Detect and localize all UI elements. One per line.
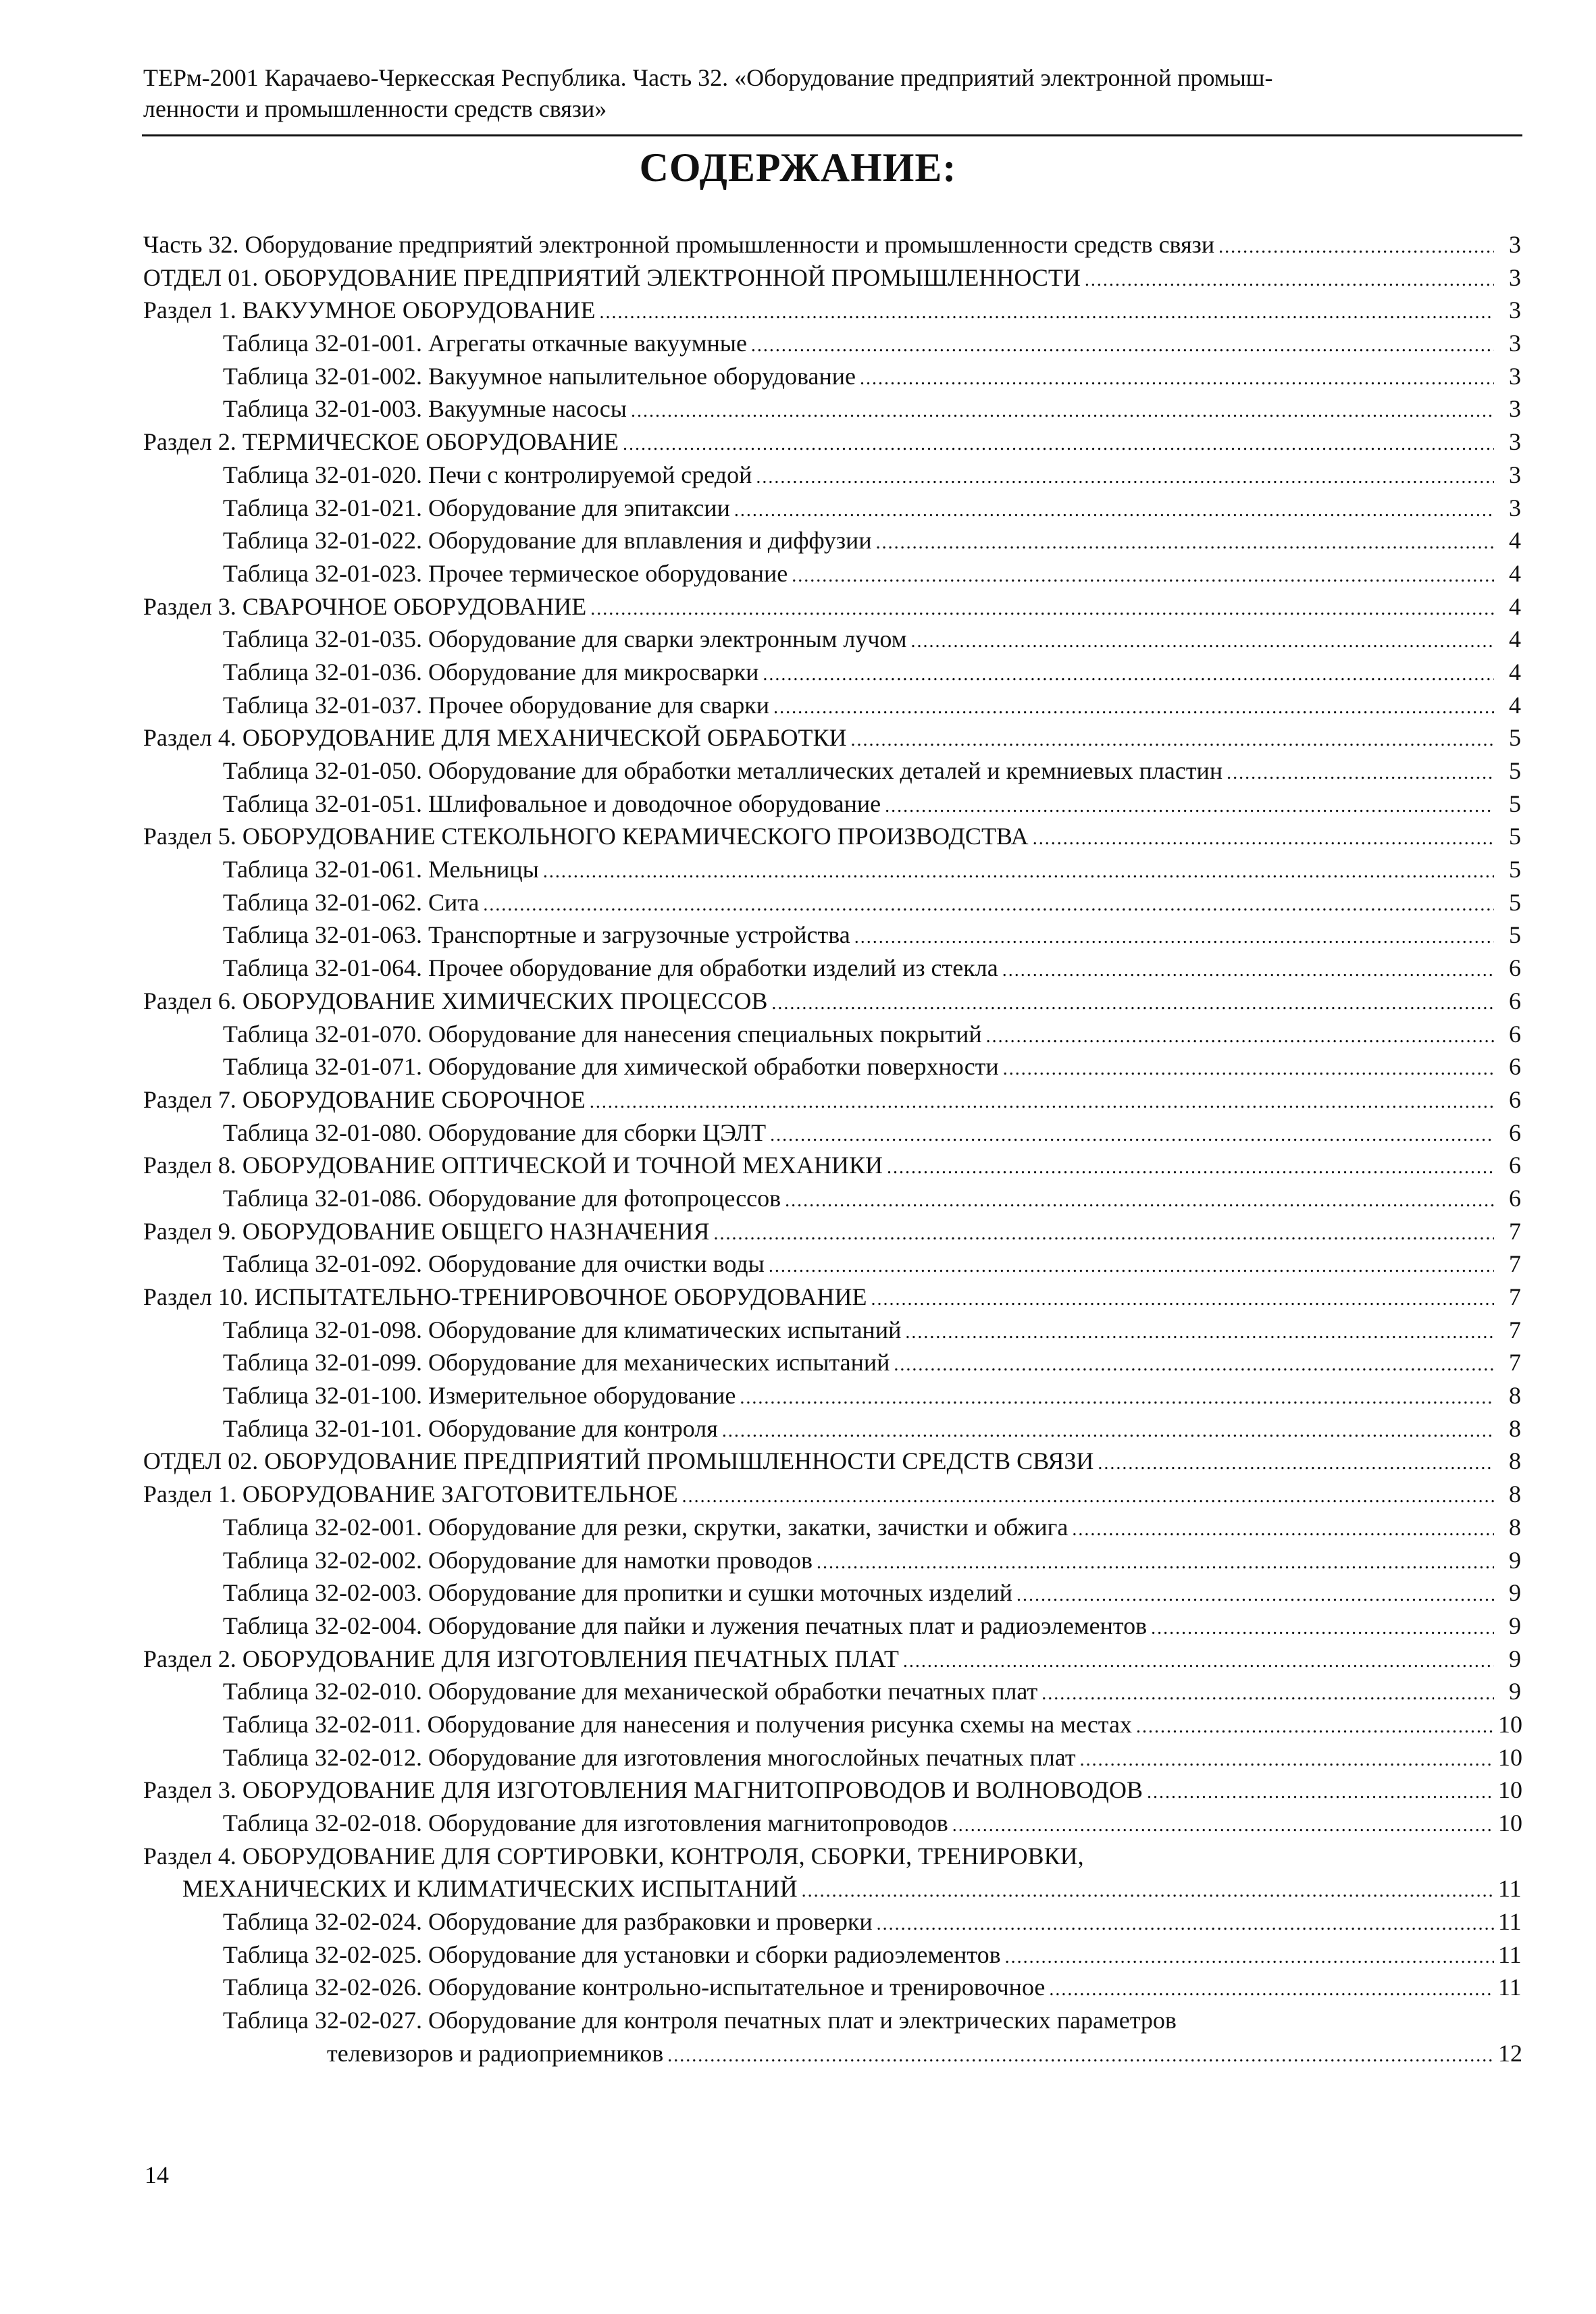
toc-table-entry[interactable]	[143, 1905, 1521, 1938]
toc-entry-text: Таблица 32-02-011. Оборудование для нанесения и получения рисунка схемы на местах	[223, 1710, 1132, 1738]
dot-leader	[1072, 1514, 1494, 1547]
toc-table-entry[interactable]	[143, 557, 1521, 590]
dot-leader	[1227, 757, 1494, 790]
toc-table-entry[interactable]	[143, 952, 1521, 985]
toc-page-number: 8	[1509, 1481, 1521, 1508]
toc-table-entry[interactable]	[143, 919, 1521, 952]
toc-page-number: 6	[1509, 1053, 1521, 1081]
toc-page-number: 10	[1498, 1776, 1522, 1804]
toc-page-number: 6	[1509, 1085, 1521, 1113]
dot-leader	[722, 1415, 1494, 1448]
header-divider	[142, 134, 1522, 136]
toc-table-entry[interactable]	[143, 788, 1521, 821]
toc-page-number: 8	[1509, 1414, 1521, 1442]
toc-table-entry[interactable]	[143, 1576, 1521, 1610]
dot-leader	[802, 1875, 1494, 1908]
toc-entry-text: Таблица 32-01-062. Сита	[223, 888, 480, 916]
dot-leader	[1033, 823, 1494, 856]
toc-page-number: 6	[1509, 1020, 1521, 1048]
toc-entry-text: Раздел 10. ИСПЫТАТЕЛЬНО-ТРЕНИРОВОЧНОЕ ОБОРУДОВАНИЕ	[143, 1283, 867, 1310]
toc-section-entry[interactable]	[143, 294, 1521, 327]
toc-entry-text: Раздел 4. ОБОРУДОВАНИЕ ДЛЯ СОРТИРОВКИ, КОНТРОЛЯ, СБОРКИ, ТРЕНИРОВКИ,	[143, 1842, 1084, 1870]
toc-table-entry[interactable]	[143, 459, 1521, 492]
dot-leader	[734, 494, 1494, 528]
dot-leader	[877, 1908, 1494, 1941]
toc-page-number: 3	[1509, 297, 1521, 324]
toc-page-number: 11	[1498, 1940, 1522, 1968]
toc-table-entry[interactable]	[143, 1741, 1521, 1774]
toc-page-number: 8	[1509, 1382, 1521, 1410]
toc-page-number: 5	[1509, 921, 1521, 949]
toc-page-number: 7	[1509, 1316, 1521, 1343]
toc-page-number: 10	[1498, 1809, 1522, 1836]
toc-table-entry[interactable]	[143, 886, 1521, 919]
toc-section-entry[interactable]	[143, 1149, 1521, 1182]
toc-page-number: 7	[1509, 1250, 1521, 1278]
dot-leader	[1080, 1744, 1494, 1777]
toc-page-number: 9	[1509, 1678, 1521, 1705]
toc-entry-text: Таблица 32-02-003. Оборудование для пропитки и сушки моточных изделий	[223, 1579, 1013, 1607]
toc-table-entry[interactable]	[143, 1116, 1521, 1150]
toc-table-entry[interactable]	[143, 492, 1521, 525]
toc-page-number: 4	[1509, 625, 1521, 653]
dot-leader	[740, 1382, 1494, 1415]
dot-leader	[876, 527, 1494, 560]
toc-table-entry[interactable]	[143, 1050, 1521, 1083]
toc-table-entry[interactable]	[143, 1346, 1521, 1379]
toc-section-entry[interactable]	[143, 1083, 1521, 1116]
toc-section-entry[interactable]	[143, 1643, 1521, 1676]
toc-section-entry[interactable]	[143, 590, 1521, 623]
toc-entry-text: Таблица 32-01-003. Вакуумные насосы	[223, 395, 627, 423]
toc-table-entry[interactable]	[143, 689, 1521, 722]
toc-entry-text: Раздел 4. ОБОРУДОВАНИЕ ДЛЯ МЕХАНИЧЕСКОЙ ОБРАБОТКИ	[143, 724, 847, 752]
toc-entry-text: Таблица 32-02-026. Оборудование контрольно-испытательное и тренировочное	[223, 1974, 1046, 2001]
dot-leader	[1049, 1974, 1494, 2007]
toc-entry-text: Таблица 32-01-001. Агрегаты откачные вакуумные	[223, 330, 747, 357]
toc-entry-text: Раздел 6. ОБОРУДОВАНИЕ ХИМИЧЕСКИХ ПРОЦЕССОВ	[143, 987, 768, 1014]
toc-section-entry[interactable]	[143, 1774, 1521, 1807]
toc-section-entry[interactable]	[143, 1478, 1521, 1511]
dot-leader	[1218, 231, 1494, 264]
dot-leader	[1151, 1612, 1494, 1645]
toc-page-number: 3	[1509, 461, 1521, 488]
dot-leader	[952, 1809, 1494, 1843]
toc-section-entry[interactable]	[143, 1840, 1521, 1905]
toc-entry-text: Таблица 32-01-101. Оборудование для контроля	[223, 1414, 718, 1442]
toc-table-entry[interactable]	[143, 1018, 1521, 1051]
toc-entry-text: Таблица 32-01-100. Измерительное оборудование	[223, 1382, 736, 1410]
dot-leader	[851, 724, 1494, 757]
toc-entry-text: Таблица 32-02-002. Оборудование для намотки проводов	[223, 1546, 813, 1574]
toc-entry-text: Таблица 32-01-002. Вакуумное напылительное оборудование	[223, 362, 856, 390]
toc-entry-text: Таблица 32-01-021. Оборудование для эпитаксии	[223, 494, 730, 521]
toc-entry-text: Таблица 32-02-027. Оборудование для контроля печатных плат и электрических параметров	[223, 2007, 1177, 2034]
toc-entry-text: Раздел 8. ОБОРУДОВАНИЕ ОПТИЧЕСКОЙ И ТОЧНОЙ МЕХАНИКИ	[143, 1152, 883, 1179]
toc-page-number: 7	[1509, 1217, 1521, 1245]
toc-table-entry[interactable]	[143, 1412, 1521, 1445]
toc-page-number: 5	[1509, 856, 1521, 883]
toc-entry-text: Раздел 1. ВАКУУМНОЕ ОБОРУДОВАНИЕ	[143, 297, 596, 324]
toc-table-entry[interactable]	[143, 1708, 1521, 1741]
toc-table-entry[interactable]	[143, 1314, 1521, 1347]
toc-entry-text: Таблица 32-01-020. Печи с контролируемой средой	[223, 461, 752, 488]
toc-entry-text: Раздел 3. СВАРОЧНОЕ ОБОРУДОВАНИЕ	[143, 592, 587, 620]
toc-page-number: 5	[1509, 888, 1521, 916]
dot-leader	[543, 856, 1494, 889]
toc-section-entry[interactable]	[143, 985, 1521, 1018]
dot-leader	[887, 1152, 1494, 1185]
dot-leader	[1002, 954, 1494, 987]
toc-page-number: 6	[1509, 987, 1521, 1014]
toc-table-entry[interactable]	[143, 656, 1521, 689]
toc-table-entry[interactable]	[143, 623, 1521, 656]
dot-leader	[986, 1021, 1494, 1054]
toc-table-entry[interactable]	[143, 754, 1521, 788]
toc-page-number: 5	[1509, 790, 1521, 817]
toc-entry-text: Таблица 32-01-023. Прочее термическое оборудование	[223, 559, 788, 587]
toc-entry-text: Раздел 7. ОБОРУДОВАНИЕ СБОРОЧНОЕ	[143, 1085, 586, 1113]
toc-page-number: 8	[1509, 1447, 1521, 1475]
dot-leader	[1005, 1941, 1494, 1974]
toc-entry-text: Раздел 5. ОБОРУДОВАНИЕ СТЕКОЛЬНОГО КЕРАМИЧЕСКОГО ПРОИЗВОДСТВА	[143, 823, 1029, 850]
toc-page-number: 7	[1509, 1349, 1521, 1377]
toc-page-number: 9	[1509, 1579, 1521, 1607]
toc-page-number: 11	[1498, 1974, 1522, 2001]
toc-table-entry[interactable]	[143, 2004, 1521, 2069]
dot-leader	[769, 1250, 1494, 1283]
toc-section-entry[interactable]	[143, 261, 1521, 294]
toc-page-number: 6	[1509, 1152, 1521, 1179]
toc-entry-text-continued: телевизоров и радиоприемников	[327, 2039, 664, 2067]
toc-table-entry[interactable]	[143, 1182, 1521, 1215]
dot-leader	[1041, 1678, 1494, 1711]
toc-table-entry[interactable]	[143, 360, 1521, 393]
toc-section-entry[interactable]	[143, 1445, 1521, 1478]
toc-entry-text: Таблица 32-01-061. Мельницы	[223, 856, 539, 883]
toc-page-number: 10	[1498, 1710, 1522, 1738]
toc-entry-text: Таблица 32-01-037. Прочее оборудование для сварки	[223, 691, 770, 719]
dot-leader	[600, 297, 1494, 330]
toc-page-number: 6	[1509, 954, 1521, 982]
toc-entry-text: Таблица 32-02-004. Оборудование для пайки и лужения печатных плат и радиоэлементов	[223, 1612, 1148, 1639]
toc-entry-text: Раздел 1. ОБОРУДОВАНИЕ ЗАГОТОВИТЕЛЬНОЕ	[143, 1481, 678, 1508]
dot-leader	[885, 790, 1494, 823]
toc-entry-text-continued: МЕХАНИЧЕСКИХ И КЛИМАТИЧЕСКИХ ИСПЫТАНИЙ	[182, 1875, 798, 1903]
toc-page-number: 11	[1498, 1908, 1522, 1936]
toc-page-number: 3	[1509, 494, 1521, 521]
toc-page-number: 5	[1509, 757, 1521, 784]
dot-leader	[631, 395, 1494, 428]
page-title: СОДЕРЖАНИЕ:	[639, 145, 957, 190]
dot-leader	[1003, 1053, 1494, 1086]
toc-page-number: 10	[1498, 1743, 1522, 1771]
toc-entry-text: Таблица 32-01-086. Оборудование для фотопроцессов	[223, 1184, 781, 1212]
toc-entry-text: Таблица 32-01-050. Оборудование для обработки металлических деталей и кремниевых пластин	[223, 757, 1223, 784]
toc-entry-text: Таблица 32-01-092. Оборудование для очистки воды	[223, 1250, 765, 1278]
toc-page-number: 4	[1509, 691, 1521, 719]
toc-entry-text: Таблица 32-01-036. Оборудование для микросварки	[223, 658, 759, 686]
toc-section-entry[interactable]	[143, 1281, 1521, 1314]
toc-entry-text: Раздел 2. ОБОРУДОВАНИЕ ДЛЯ ИЗГОТОВЛЕНИЯ ПЕЧАТНЫХ ПЛАТ	[143, 1645, 899, 1672]
toc-page-number: 3	[1509, 330, 1521, 357]
dot-leader	[682, 1481, 1494, 1514]
toc-entry-text: Таблица 32-01-022. Оборудование для вплавления и диффузии	[223, 527, 872, 555]
toc-section-entry[interactable]	[143, 1215, 1521, 1248]
running-header-line-2: ленности и промышленности средств связи»	[143, 95, 607, 122]
toc-table-entry[interactable]	[143, 1379, 1521, 1412]
dot-leader	[894, 1349, 1494, 1382]
running-header	[143, 62, 1518, 124]
toc-page-number: 3	[1509, 395, 1521, 423]
toc-page-number: 7	[1509, 1283, 1521, 1310]
toc-entry-text: Таблица 32-01-099. Оборудование для механических испытаний	[223, 1349, 890, 1377]
dot-leader	[773, 692, 1494, 725]
toc-table-entry[interactable]	[143, 1610, 1521, 1643]
dot-leader	[871, 1283, 1494, 1316]
toc-entry-text: Раздел 9. ОБОРУДОВАНИЕ ОБЩЕГО НАЗНАЧЕНИЯ	[143, 1217, 710, 1245]
toc-page-number: 12	[1498, 2039, 1522, 2067]
toc-page-number: 9	[1509, 1612, 1521, 1639]
toc-entry-text: Таблица 32-02-018. Оборудование для изготовления магнитопроводов	[223, 1809, 948, 1836]
toc-page-number: 6	[1509, 1184, 1521, 1212]
dot-leader	[1098, 1447, 1494, 1481]
toc-section-entry[interactable]	[143, 820, 1521, 853]
toc-table-entry[interactable]	[143, 1511, 1521, 1544]
toc-entry-text: Таблица 32-02-025. Оборудование для установки и сборки радиоэлементов	[223, 1940, 1001, 1968]
dot-leader	[785, 1185, 1494, 1218]
dot-leader	[905, 1316, 1494, 1349]
toc-table-entry[interactable]	[143, 1544, 1521, 1577]
toc-page-number: 3	[1509, 231, 1521, 258]
toc-page-number: 8	[1509, 1513, 1521, 1541]
toc-table-entry[interactable]	[143, 1938, 1521, 1972]
dot-leader	[713, 1218, 1494, 1251]
dot-leader	[667, 2040, 1494, 2073]
toc-entry-text: Раздел 2. ТЕРМИЧЕСКОЕ ОБОРУДОВАНИЕ	[143, 428, 619, 456]
toc-section-entry[interactable]	[143, 228, 1521, 261]
toc-entry-text: Таблица 32-02-012. Оборудование для изготовления многослойных печатных плат	[223, 1743, 1076, 1771]
toc-page-number: 9	[1509, 1546, 1521, 1574]
toc-entry-text: Таблица 32-01-063. Транспортные и загрузочные устройства	[223, 921, 850, 949]
dot-leader	[792, 560, 1494, 593]
toc-table-entry[interactable]	[143, 1248, 1521, 1281]
toc-entry-text: Таблица 32-02-024. Оборудование для разбраковки и проверки	[223, 1908, 873, 1936]
toc-page-number: 3	[1509, 263, 1521, 291]
toc-table-entry[interactable]	[143, 1971, 1521, 2004]
dot-leader	[771, 987, 1494, 1021]
toc-entry-text: ОТДЕЛ 02. ОБОРУДОВАНИЕ ПРЕДПРИЯТИЙ ПРОМЫШЛЕННОСТИ СРЕДСТВ СВЯЗИ	[143, 1447, 1094, 1475]
dot-leader	[483, 889, 1494, 922]
table-of-contents	[143, 228, 1521, 2070]
toc-page-number: 4	[1509, 559, 1521, 587]
dot-leader	[763, 659, 1494, 692]
dot-leader	[854, 921, 1494, 954]
dot-leader	[903, 1645, 1494, 1678]
dot-leader	[770, 1119, 1494, 1152]
dot-leader	[1085, 264, 1494, 297]
dot-leader	[911, 625, 1494, 659]
dot-leader	[590, 1086, 1494, 1119]
toc-entry-text: Таблица 32-02-001. Оборудование для резки, скрутки, закатки, зачистки и обжига	[223, 1513, 1069, 1541]
toc-entry-text: Таблица 32-02-010. Оборудование для механической обработки печатных плат	[223, 1678, 1038, 1705]
toc-page-number: 4	[1509, 658, 1521, 686]
toc-entry-text: Таблица 32-01-051. Шлифовальное и доводочное оборудование	[223, 790, 881, 817]
toc-table-entry[interactable]	[143, 524, 1521, 557]
toc-table-entry[interactable]	[143, 1807, 1521, 1840]
toc-page-number: 3	[1509, 362, 1521, 390]
dot-leader	[751, 330, 1494, 363]
toc-section-entry[interactable]	[143, 426, 1521, 459]
toc-entry-text: Таблица 32-01-080. Оборудование для сборки ЦЭЛТ	[223, 1119, 767, 1146]
dot-leader	[1016, 1579, 1494, 1612]
toc-entry-text: Таблица 32-01-071. Оборудование для химической обработки поверхности	[223, 1053, 999, 1081]
toc-entry-text: Таблица 32-01-035. Оборудование для сварки электронным лучом	[223, 625, 907, 653]
toc-page-number: 6	[1509, 1119, 1521, 1146]
toc-section-entry[interactable]	[143, 721, 1521, 754]
toc-entry-text: Раздел 3. ОБОРУДОВАНИЕ ДЛЯ ИЗГОТОВЛЕНИЯ МАГНИТОПРОВОДОВ И ВОЛНОВОДОВ	[143, 1776, 1143, 1804]
dot-leader	[1147, 1776, 1494, 1809]
toc-entry-text: Таблица 32-01-064. Прочее оборудование для обработки изделий из стекла	[223, 954, 998, 982]
dot-leader	[590, 593, 1494, 626]
toc-table-entry[interactable]	[143, 1675, 1521, 1708]
toc-table-entry[interactable]	[143, 392, 1521, 426]
toc-entry-text: Таблица 32-01-070. Оборудование для нанесения специальных покрытий	[223, 1020, 982, 1048]
toc-page-number: 3	[1509, 428, 1521, 456]
toc-page-number: 9	[1509, 1645, 1521, 1672]
toc-page-number: 5	[1509, 823, 1521, 850]
toc-entry-text: ОТДЕЛ 01. ОБОРУДОВАНИЕ ПРЕДПРИЯТИЙ ЭЛЕКТРОННОЙ ПРОМЫШЛЕННОСТИ	[143, 263, 1081, 291]
dot-leader	[756, 461, 1494, 494]
toc-table-entry[interactable]	[143, 853, 1521, 886]
toc-entry-text: Таблица 32-01-098. Оборудование для климатических испытаний	[223, 1316, 902, 1343]
toc-page-number: 4	[1509, 527, 1521, 555]
dot-leader	[623, 428, 1494, 461]
toc-page-number: 5	[1509, 724, 1521, 752]
toc-table-entry[interactable]	[143, 327, 1521, 360]
running-header-line-1: ТЕРм-2001 Карачаево-Черкесская Республика. Часть 32. «Оборудование предприятий электронной промыш-	[143, 64, 1273, 91]
toc-entry-text: Часть 32. Оборудование предприятий электронной промышленности и промышленности средств связи	[143, 231, 1215, 258]
toc-page-number: 4	[1509, 592, 1521, 620]
dot-leader	[1136, 1711, 1494, 1744]
dot-leader	[817, 1547, 1494, 1580]
dot-leader	[860, 363, 1494, 396]
toc-page-number: 11	[1498, 1875, 1522, 1903]
page-number: 14	[145, 2161, 169, 2188]
